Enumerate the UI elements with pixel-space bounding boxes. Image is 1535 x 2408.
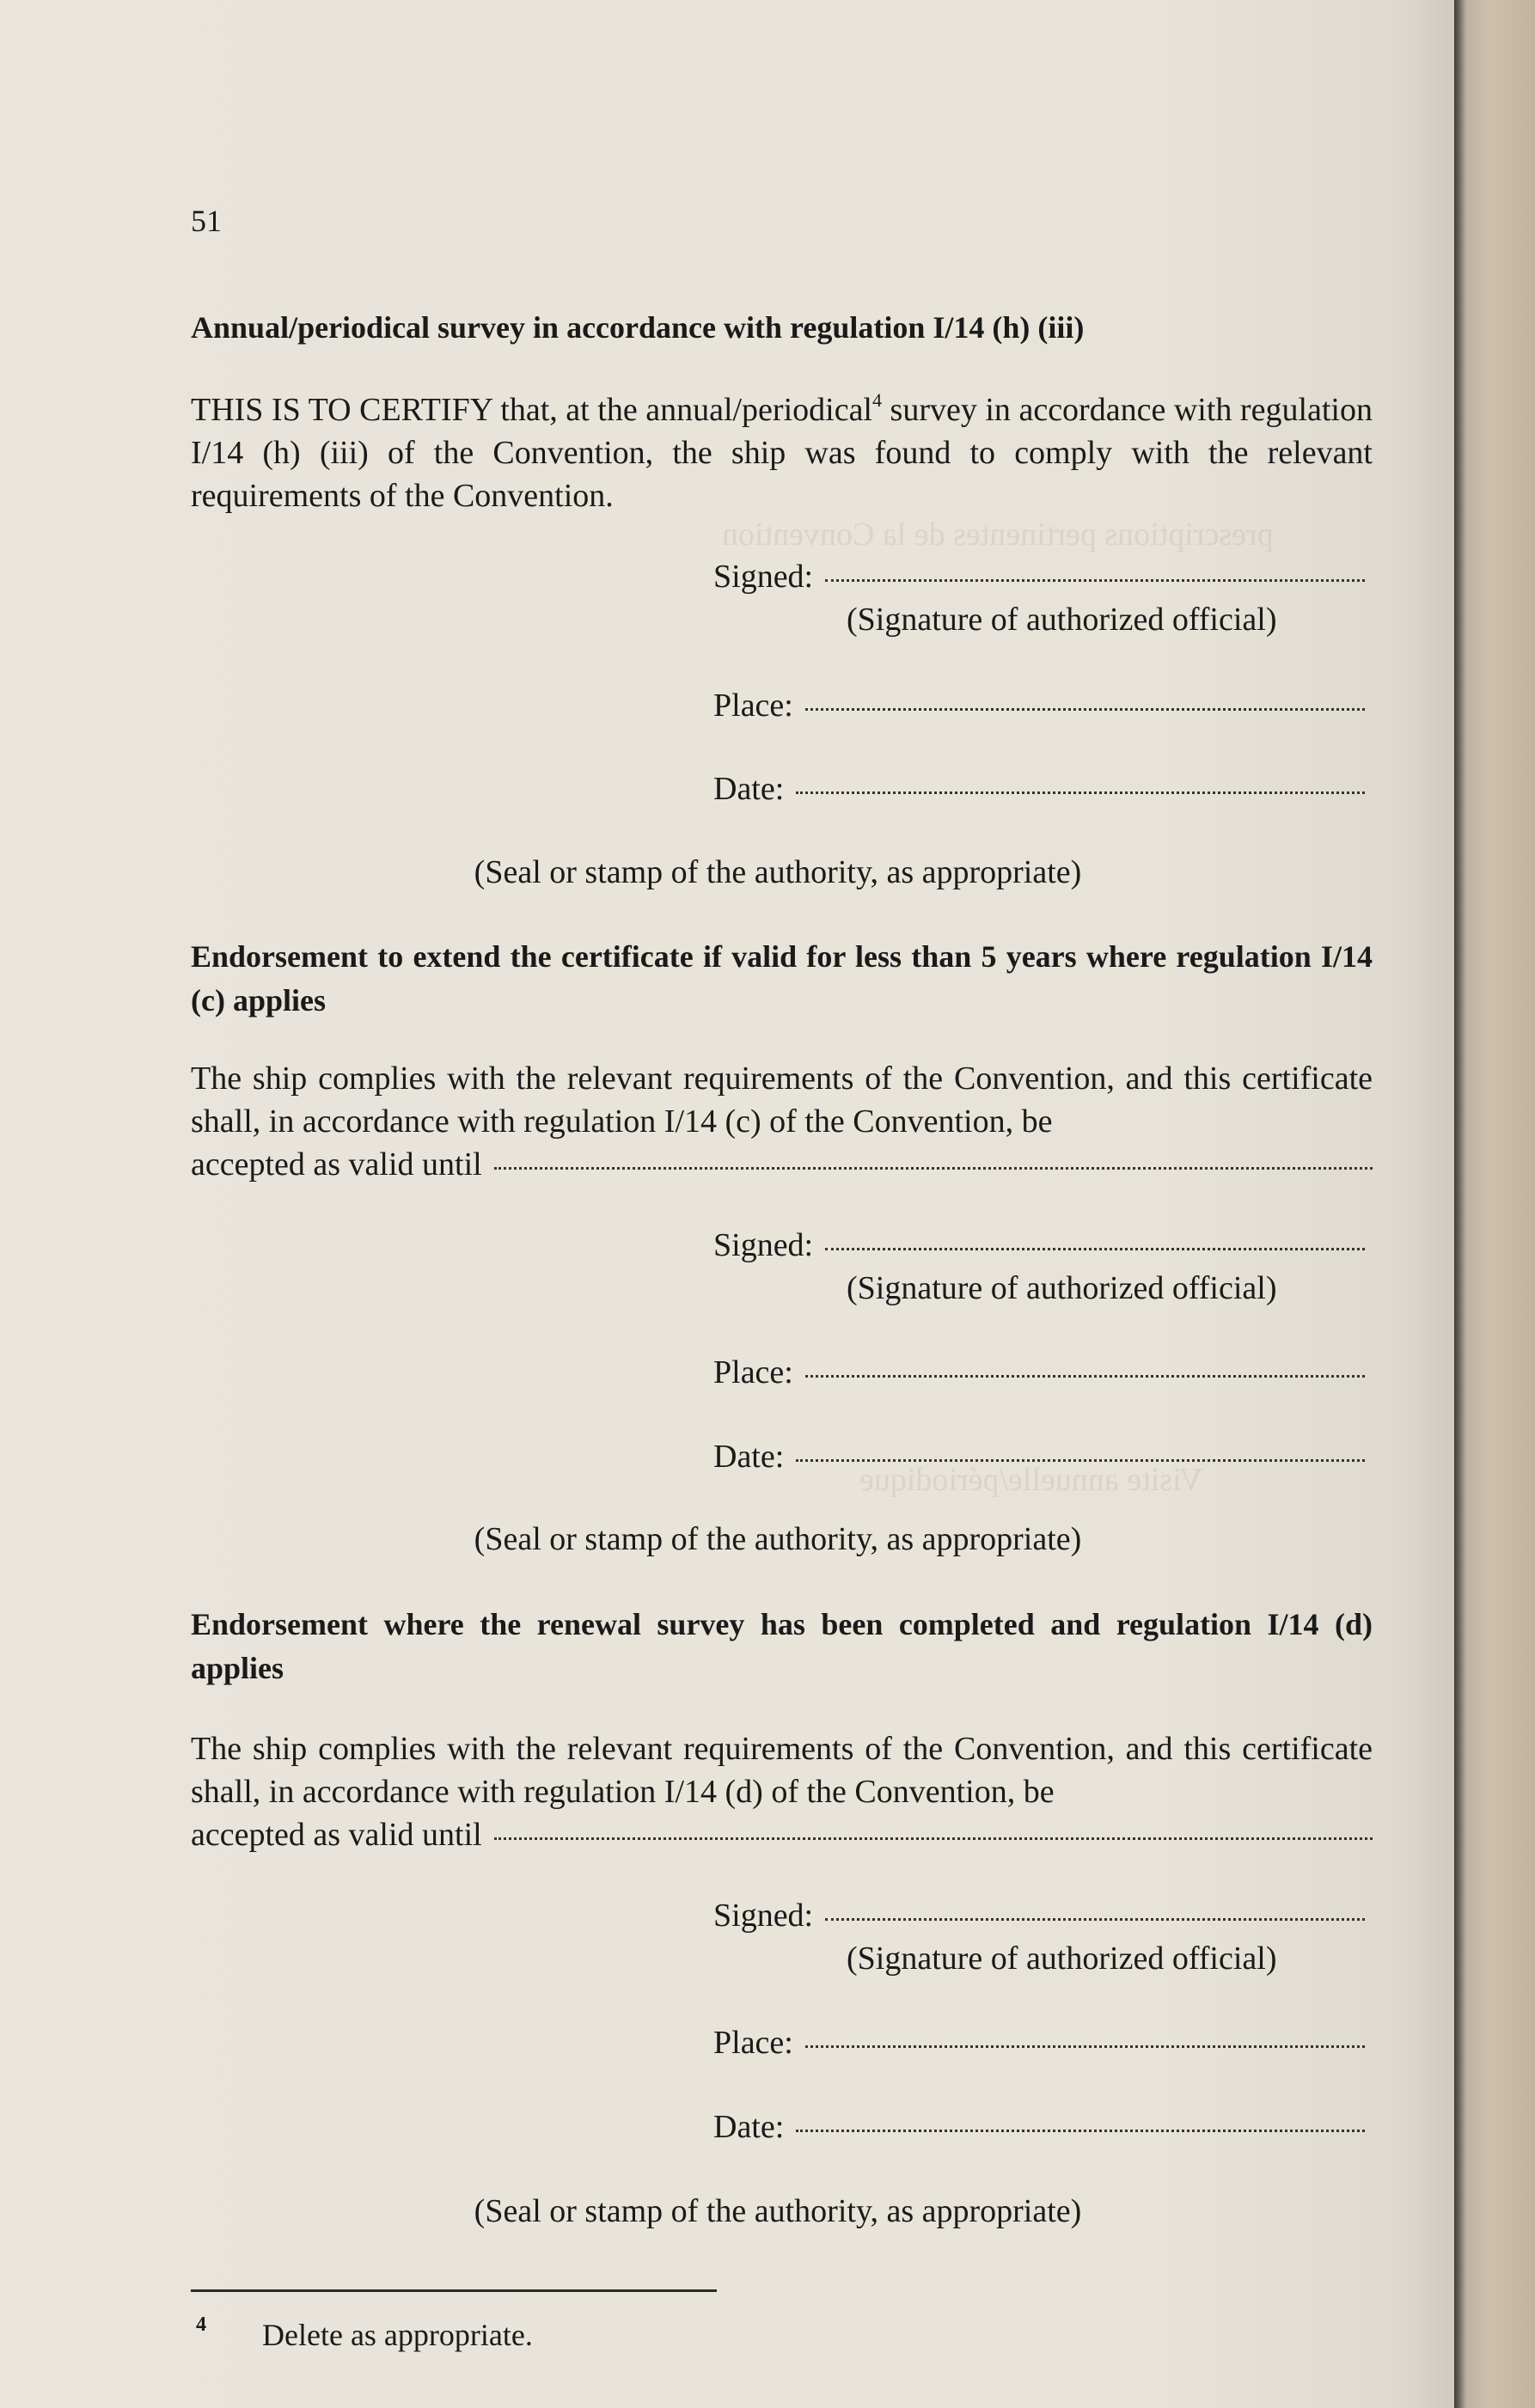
valid-until-line	[191, 1143, 1373, 1186]
date-line[interactable]	[796, 1459, 1365, 1462]
date-field[interactable]	[713, 767, 1365, 810]
date-line[interactable]	[796, 791, 1365, 794]
valid-until-label: accepted as valid until	[191, 1146, 482, 1183]
signed-label: Signed:	[713, 1898, 814, 1934]
place-line[interactable]	[805, 2045, 1365, 2048]
seal-note: (Seal or stamp of the authority, as appropriate)	[474, 854, 1082, 890]
bleed-through-text: Visite annuelle/périodique	[859, 1462, 1203, 1498]
valid-until-field[interactable]	[494, 1166, 1373, 1170]
signed-label: Signed:	[713, 1227, 814, 1263]
signed-label: Signed:	[713, 559, 814, 595]
place-line[interactable]	[805, 708, 1365, 711]
signature-line[interactable]	[825, 579, 1365, 582]
paragraph-text: The ship complies with the relevant requirements of the Convention, and this certificate shall, in accordance with regulation I/14 (c) of the Convention, be	[191, 1060, 1373, 1140]
endorsement-paragraph	[191, 1727, 1373, 1856]
paragraph-text: The ship complies with the relevant requirements of the Convention, and this certificate shall, in accordance with regulation I/14 (d) of the Convention, be	[191, 1731, 1373, 1810]
place-field[interactable]	[713, 1351, 1365, 1394]
valid-until-line	[191, 1813, 1373, 1856]
signature-line[interactable]	[825, 1918, 1365, 1921]
valid-until-label: accepted as valid until	[191, 1817, 482, 1853]
paragraph-text: survey in accordance with regulation I/14 (h) (iii) of the Convention, the ship was found to comply with the relevant requirements of the Convention.	[191, 392, 1373, 514]
place-label: Place:	[713, 1354, 793, 1390]
section-heading-extension-endorsement: Endorsement to extend the certificate if valid for less than 5 years where regulation I/14 (c) applies	[191, 939, 1373, 1018]
book-spine	[1454, 0, 1535, 2408]
section-heading-annual-survey: Annual/periodical survey in accordance with regulation I/14 (h) (iii)	[191, 310, 1085, 345]
date-label: Date:	[713, 1439, 785, 1475]
footnote-text: Delete as appropriate.	[262, 2318, 533, 2352]
certification-paragraph	[191, 388, 1373, 517]
signed-field[interactable]	[713, 1224, 1365, 1267]
page-number: 51	[191, 204, 222, 238]
endorsement-paragraph	[191, 1057, 1373, 1186]
signed-field[interactable]	[713, 1894, 1365, 1937]
paragraph-text: THIS IS TO CERTIFY that, at the annual/periodical	[191, 392, 872, 428]
place-field[interactable]	[713, 2021, 1365, 2064]
footnote-rule	[191, 2289, 717, 2292]
footnote-marker: 4	[196, 2313, 206, 2336]
section-heading-renewal-endorsement: Endorsement where the renewal survey has been completed and regulation I/14 (d) applies	[191, 1607, 1373, 1685]
date-field[interactable]	[713, 1435, 1365, 1478]
date-line[interactable]	[796, 2130, 1365, 2132]
signature-caption: (Signature of authorized official)	[847, 1270, 1277, 1306]
date-label: Date:	[713, 2109, 785, 2145]
signature-caption: (Signature of authorized official)	[847, 1940, 1277, 1977]
signature-line[interactable]	[825, 1248, 1365, 1250]
seal-note: (Seal or stamp of the authority, as appropriate)	[474, 2193, 1082, 2229]
signed-field[interactable]	[713, 555, 1365, 598]
place-line[interactable]	[805, 1375, 1365, 1378]
place-label: Place:	[713, 688, 793, 724]
valid-until-field[interactable]	[494, 1837, 1373, 1840]
footnote-reference: 4	[872, 389, 882, 411]
bleed-through-text: prescriptions pertinentes de la Convention	[722, 516, 1274, 553]
place-field[interactable]	[713, 684, 1365, 727]
date-label: Date:	[713, 771, 785, 807]
signature-caption: (Signature of authorized official)	[847, 602, 1277, 638]
seal-note: (Seal or stamp of the authority, as appropriate)	[474, 1521, 1082, 1557]
place-label: Place:	[713, 2025, 793, 2061]
date-field[interactable]	[713, 2105, 1365, 2148]
